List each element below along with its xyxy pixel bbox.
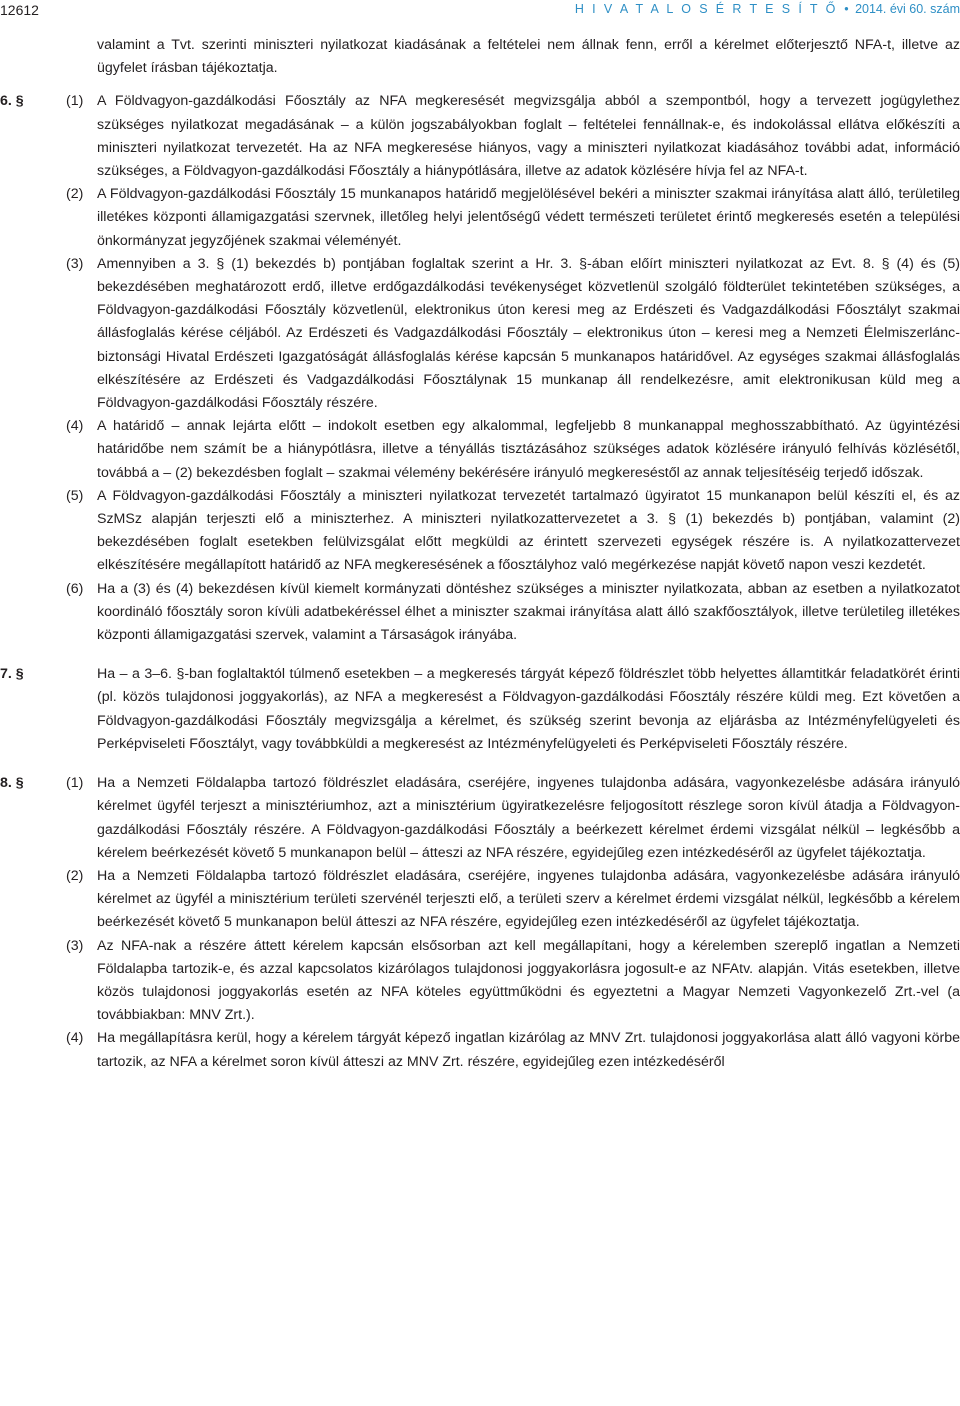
paragraph-number: (2) [66, 186, 84, 203]
paragraph-text: Ha megállapításra kerül, hogy a kérelem tárgyát képező ingatlan kizárólag az MNV Zrt. tulajdonosi joggyakorlása alatt álló vagyoni körbe tartozik, az NFA a kérelmet soron kívül átteszi az MNV Zrt. részére, egyidejűleg ezen intézkedéséről [97, 1030, 960, 1070]
intro-text: valamint a Tvt. szerinti miniszteri nyilatkozat kiadásának a feltételei nem állnak fenn, erről a kérelmet előterjesztő NFA-t, illetve az ügyfelet írásban tájékoztatja. [97, 37, 960, 77]
paragraph-number: (3) [66, 937, 84, 954]
document-body [0, 34, 960, 1074]
paragraph-number: (4) [66, 418, 84, 435]
paragraph [0, 772, 960, 865]
section [0, 663, 960, 756]
paragraph [0, 578, 960, 648]
page-number: 12612 [0, 2, 39, 18]
paragraph-text: A Földvagyon-gazdálkodási Főosztály az NFA megkeresését megvizsgálja abból a szempontból, hogy a tervezett jogügylethez szükséges nyilatkozat megadásának – a külön jogszabályokban foglalt – feltételei fennállnak-e, és indokolással ellátva előkészíti a miniszteri nyilatkozat tervezetét. Ha az NFA megkeresése hiányos, vagy a miniszteri nyilatkozat kiadásához további adat, információ szükséges, a Földvagyon-gazdálkodási Főosztály a hiánypótlására, illetve az adatok közlésére hívja fel az NFA-t. [97, 93, 960, 180]
paragraph-text: Ha a Nemzeti Földalapba tartozó földrészlet eladására, cseréjére, ingyenes tulajdonba adására, vagyonkezelésbe adására irányuló kérelmet ügyfél terjeszt a minisztériumhoz, azt a minisztérium ügyiratkezelésre feljogosított részlege soron kívül átadja a Földvagyon-gazdálkodási Főosztály részére. A Földvagyon-gazdálkodási Főosztály a beérkezett kérelmet érdemi vizsgálat nélkül – legkésőbb a kérelem beérkezését követő 5 munkanapon belül – átteszi az NFA részére, egyidejűleg ezen intézkedéséről az ügyfelet tájékoztatja. [97, 775, 960, 861]
paragraph [0, 865, 960, 935]
paragraph-number: (1) [66, 93, 84, 110]
paragraph-number: (2) [66, 867, 84, 884]
gazette-title: H I V A T A L O S É R T E S Í T Ő [574, 2, 838, 16]
section-label: 8. § [0, 775, 24, 792]
paragraph-text: Ha a (3) és (4) bekezdésen kívül kiemelt kormányzati döntéshez szükséges a miniszter nyilatkozata, abban az esetben a nyilatkozatot koordináló főosztály soron kívüli adatbekéréssel élhet a miniszter szakmai irányítása alatt álló szakfőosztályok, illetve területileg illetékes központi államigazgatási szervek, valamint a Társaságok irányába. [97, 580, 960, 644]
paragraph-text: Ha a Nemzeti Földalapba tartozó földrészlet eladására, cseréjére, ingyenes tulajdonba adására, vagyonkezelésbe adására irányuló kérelmet az ügyfél a minisztérium területi szervénél terjeszti elő, a területi szerv a kérelmet érdemi vizsgálat nélkül, legkésőbb a kérelem beérkezését követő 5 munkanapon belül átteszi az NFA részére, egyidejűleg ezen intézkedéséről az ügyfelet tájékoztatja. [97, 867, 960, 931]
paragraph [0, 183, 960, 253]
section-label: 6. § [0, 93, 24, 110]
bullet-separator: • [844, 2, 849, 16]
paragraph [0, 253, 960, 415]
running-title [575, 2, 960, 16]
paragraph-text: A Földvagyon-gazdálkodási Főosztály a miniszteri nyilatkozat tervezetét tartalmazó ügyiratot 15 munkanapon belül készíti el, és az SzMSz alapján terjeszti elő a miniszterhez. A miniszteri nyilatkozattervezetet a 3. § (1) bekezdés b) pontjában, valamint (2) bekezdésében foglalt esetekben felülvizsgálat előtt megküldi az érintett szervezeti egységek részére is. A nyilatkozattervezet elkészítésére megállapított határidő az NFA megkeresésének a főosztályhoz való megérkezése napját követő napon veszi kezdetét. [97, 487, 960, 574]
paragraph [0, 485, 960, 578]
section-label: 7. § [0, 666, 24, 683]
paragraph-text: Ha – a 3–6. §-ban foglaltaktól túlmenő esetekben – a megkeresés tárgyát képező földrészlet több helyettes államtitkár feladatkörét érinti (pl. közös tulajdonosi joggyakorlás), az NFA a megkeresést a Földvagyon-gazdálkodási Főosztály részére küldi meg. Ezt követően a Földvagyon-gazdálkodási Főosztály megvizsgálja a kérelmet, és szükség szerint bevonja az eljárásba az Intézményfelügyeleti és Perképviseleti Főosztályt, vagy továbbküldi a megkeresést az Intézményfelügyeleti és Perképviseleti Főosztály részére. [97, 666, 960, 752]
paragraph-number: (1) [66, 775, 84, 792]
paragraph-number: (3) [66, 255, 84, 272]
paragraph-number: (5) [66, 487, 84, 504]
issue-number: 2014. évi 60. szám [855, 2, 960, 16]
paragraph-text: A határidő – annak lejárta előtt – indokolt esetben egy alkalommal, legfeljebb 8 munkanappal meghosszabbítható. Az ügyintézési határidőbe nem számít be a hiánypótlásra, illetve a tényállás tisztázásához szükséges adatok közlésére irányuló felhívás közlésétől, továbbá a – (2) bekezdésben foglalt – szakmai vélemény bekérésére irányuló megkereséstől az annak teljesítéséig terjedő időszak. [97, 418, 960, 481]
paragraph [0, 663, 960, 756]
section [0, 772, 960, 1074]
paragraph-text: Amennyiben a 3. § (1) bekezdés b) pontjában foglaltak szerint a Hr. 3. §-ában előírt miniszteri nyilatkozat az Evt. 8. § (4) és (5) bekezdésében meghatározott erdő, illetve erdőgazdálkodási tevékenységet közvetlenül szolgáló földterület tekintetében szükséges, a Földvagyon-gazdálkodási Főosztály közvetlenül, elektronikus úton keresi meg az Erdészeti és Vadgazdálkodási Főosztályt szakmai állásfoglalás kérése céljából. Az Erdészeti és Vadgazdálkodási Főosztály – elektronikus úton – keresi meg a Nemzeti Élelmiszerlánc-biztonsági Hivatal Erdészeti Igazgatóságát állásfoglalás kérése kapcsán 5 munkanapos határidővel. Az egységes szakmai állásfoglalás elkészítésére az Erdészeti és Vadgazdálkodási Főosztálynak 15 munkanap áll rendelkezésre, amit elektronikusan küld meg a Földvagyon-gazdálkodási Főosztály részére. [97, 255, 960, 412]
paragraph [0, 90, 960, 183]
paragraph-number: (4) [66, 1030, 84, 1047]
page-header [0, 0, 960, 22]
sections-container [0, 90, 960, 1073]
paragraph [0, 415, 960, 485]
paragraph-text: Az NFA-nak a részére áttett kérelem kapcsán elsősorban azt kell megállapítani, hogy a kérelemben szereplő ingatlan a Nemzeti Földalapba tartozik-e, és azzal kapcsolatos kizárólagos tulajdonosi joggyakorlásra jogosult-e az NFAtv. alapján. Vitás esetekben, illetve közös tulajdonosi joggyakorlás esetén az NFA köteles együttműködni és egyeztetni a Magyar Nemzeti Vagyonkezelő Zrt.-vel (a továbbiakban: MNV Zrt.). [97, 937, 960, 1024]
paragraph [0, 935, 960, 1028]
paragraph-text: A Földvagyon-gazdálkodási Főosztály 15 munkanapos határidő megjelölésével bekéri a miniszter szakmai irányítása alatt álló, területileg illetékes központi államigazgatási szervnek, illetőleg helyi jelentőségű védett természeti területet érintő megkeresés esetén a települési önkormányzat jegyzőjének szakmai véleményét. [97, 186, 960, 249]
paragraph-number: (6) [66, 580, 84, 597]
section [0, 90, 960, 647]
paragraph [0, 1027, 960, 1073]
